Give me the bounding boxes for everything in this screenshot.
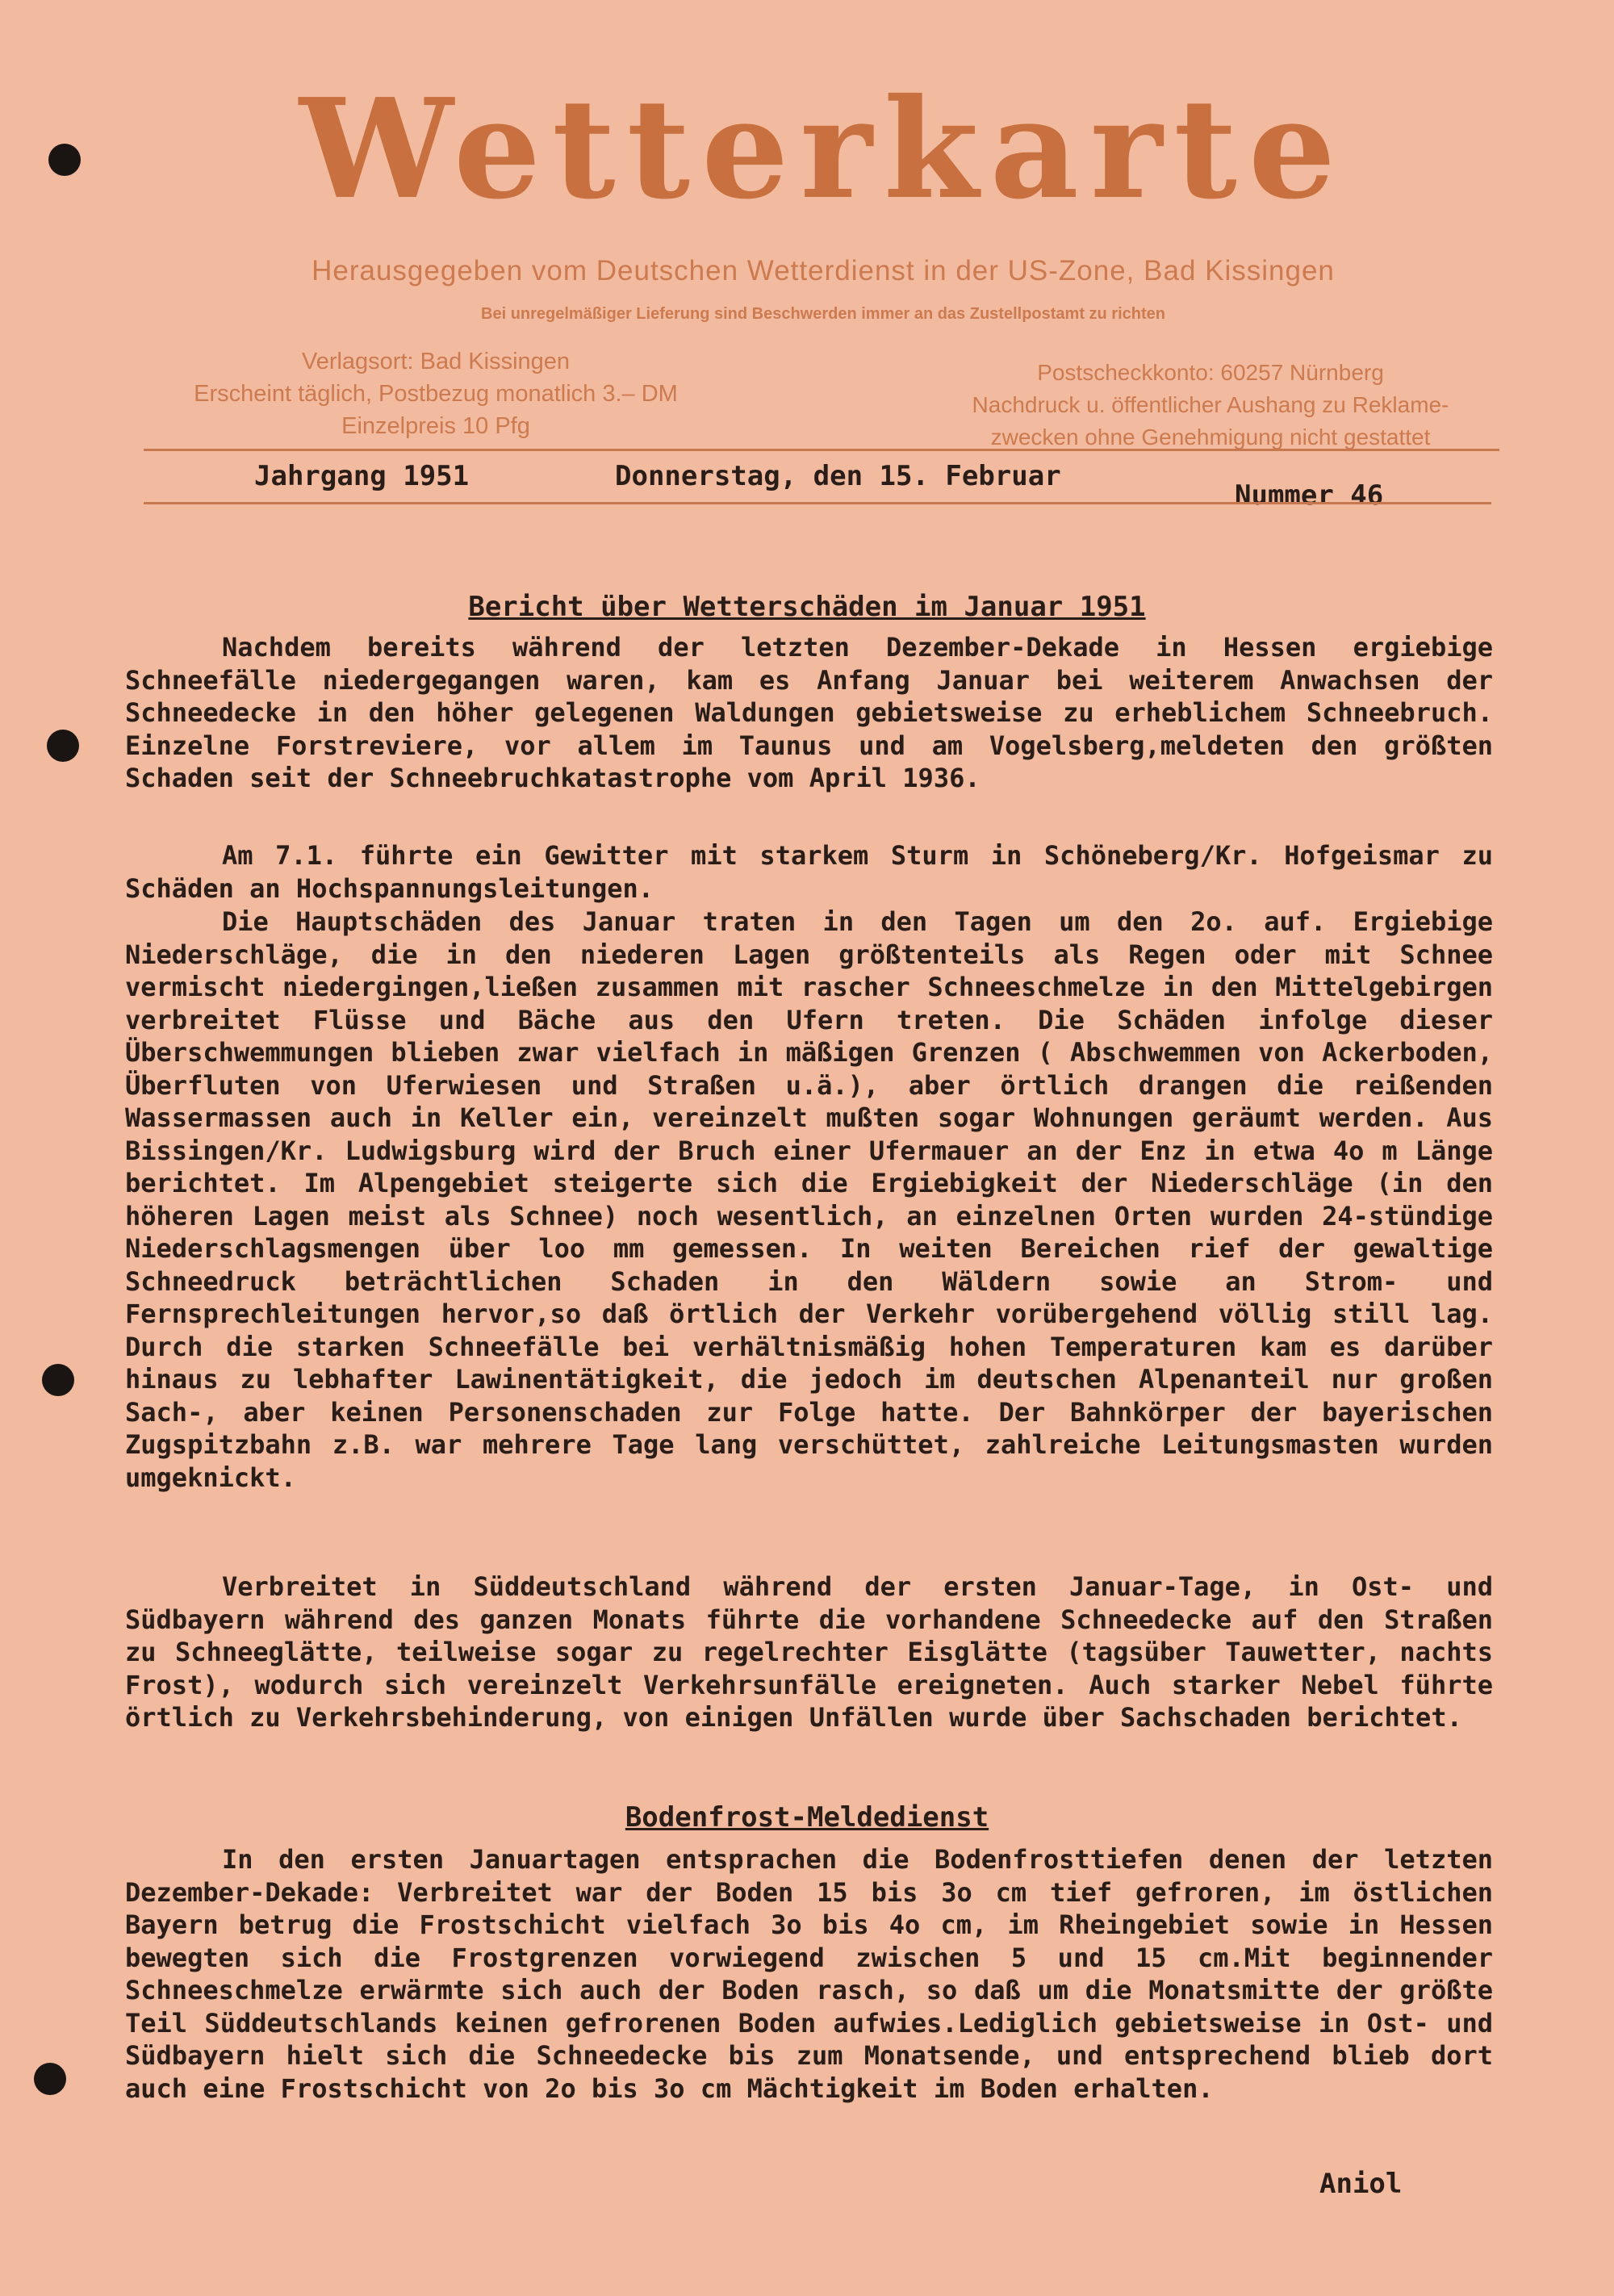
header-rule-top	[144, 449, 1499, 451]
issue-year: Jahrgang 1951	[254, 460, 470, 492]
article-paragraph: In den ersten Januartagen entsprachen die Bodenfrosttiefen denen der letzten Dezember-Dekade: Verbreitet war der Boden 15 bis 3o cm tief gefroren, im östlichen Bayern betrug die Frostschicht vielfach 3o bis 4o cm, im Rheingebiet sowie in Hessen bewegten sich die Frostgrenzen vorwiegend zwischen 5 und 15 cm.Mit beginnender Schneeschmelze erwärmte sich auch der Boden rasch, so daß um die Monatsmitte der größte Teil Süddeutschlands keinen gefrorenen Boden aufwies.Lediglich gebietsweise in Ost- und Südbayern hielt sich die Schneedecke bis zum Monatsende, und entsprechend blieb dort auch eine Frostschicht von 2o bis 3o cm Mächtigkeit im Boden erhalten.	[125, 1844, 1493, 2104]
article-paragraph: Nachdem bereits während der letzten Dezember-Dekade in Hessen ergiebige Schneefälle niedergegangen waren, kam es Anfang Januar bei weiterem Anwachsen der Schneedecke in den höher gelegenen Waldungen gebietsweise zu erheblichem Schneebruch. Einzelne Forstreviere, vor allem im Taunus und am Vogelsberg,meldeten den größten Schaden seit der Schneebruchkatastrophe vom April 1936.	[125, 632, 1493, 793]
publication-place: Verlagsort: Bad Kissingen	[301, 349, 571, 374]
legal-info	[928, 357, 1493, 454]
punch-hole	[42, 1364, 74, 1396]
article-paragraph: Die Hauptschäden des Januar traten in den Tagen um den 2o. auf. Ergiebige Niederschläge, die in den niederen Lagen größtenteils als Regen oder mit Schnee vermischt niedergingen,ließen zusammen mit rascher Schneeschmelze in den Mittelgebirgen verbreitet Flüsse und Bäche aus den Ufern treten. Die Schäden infolge dieser Überschwemmungen blieben zwar vielfach in mäßigen Grenzen ( Abschwemmen von Ackerboden, Überfluten von Uferwiesen und Straßen u.ä.), aber örtlich drangen die reißenden Wassermassen auch in Keller ein, vereinzelt mußten sogar Wohnungen geräumt werden. Aus Bissingen/Kr. Ludwigsburg wird der Bruch einer Ufermauer an der Enz in etwa 4o m Länge berichtet. Im Alpengebiet steigerte sich die Ergiebigkeit der Niederschläge (in den höheren Lagen meist als Schnee) noch wesentlich, an einzelnen Orten wurden 24-stündige Niederschlagsmengen über loo mm gemessen. In weiten Bereichen rief der gewaltige Schneedruck beträchtlichen Schaden in den Wäldern sowie an Strom- und Fernsprechleitungen hervor,so daß örtlich der Verkehr vorübergehend völlig still lag. Durch die starken Schneefälle bei verhältnismäßig hohen Temperaturen kam es darüber hinaus zu lebhafter Lawinentätigkeit, die jedoch im deutschen Alpenanteil nur großen Sach-, aber keinen Personenschaden zur Folge hatte. Der Bahnkörper der bayerischen Zugspitzbahn z.B. war mehrere Tage lang verschüttet, zahlreiche Leitungsmasten wurden umgeknickt.	[125, 906, 1493, 1493]
subscription-price: Erscheint täglich, Postbezug monatlich 3.– DM	[194, 381, 678, 407]
article-paragraph: Am 7.1. führte ein Gewitter mit starkem Sturm in Schöneberg/Kr. Hofgeismar zu Schäden an Hochspannungsleitungen.	[125, 840, 1493, 904]
masthead-title: Wetterkarte	[299, 69, 1348, 230]
article-heading-ground-frost: Bodenfrost-Meldedienst	[625, 1801, 989, 1834]
complaint-note: Bei unregelmäßiger Lieferung sind Beschwerden immer an das Zustellpostamt zu richten	[481, 305, 1165, 323]
reprint-notice-2: zwecken ohne Genehmigung nicht gestattet	[990, 424, 1431, 450]
punch-hole	[34, 2063, 66, 2095]
punch-hole	[48, 144, 81, 176]
issue-number: Nummer 46	[1235, 479, 1384, 512]
punch-hole	[47, 730, 79, 762]
article-paragraph: Verbreitet in Süddeutschland während der ersten Januar-Tage, in Ost- und Südbayern während des ganzen Monats führte die vorhandene Schneedecke auf den Straßen zu Schneeglätte, teilweise sogar zu regelrechter Eisglätte (tagsüber Tauwetter, nachts Frost), wodurch sich vereinzelt Verkehrsunfälle ereigneten. Auch starker Nebel führte örtlich zu Verkehrsbehinderung, von einigen Unfällen wurde über Sachschaden berichtet.	[125, 1571, 1493, 1733]
reprint-notice-1: Nachdruck u. öffentlicher Aushang zu Reklame-	[972, 392, 1449, 417]
publication-info	[153, 345, 718, 442]
issue-date: Donnerstag, den 15. Februar	[615, 460, 1061, 492]
publisher-line: Herausgegeben vom Deutschen Wetterdienst in der US-Zone, Bad Kissingen	[312, 255, 1335, 286]
postal-account: Postscheckkonto: 60257 Nürnberg	[1037, 360, 1384, 385]
article-heading-weather-damage: Bericht über Wetterschäden im Januar 1951	[468, 591, 1146, 623]
header-rule-bottom	[144, 502, 1491, 504]
single-price: Einzelpreis 10 Pfg	[341, 413, 530, 439]
author-signature: Aniol	[1319, 2168, 1403, 2200]
